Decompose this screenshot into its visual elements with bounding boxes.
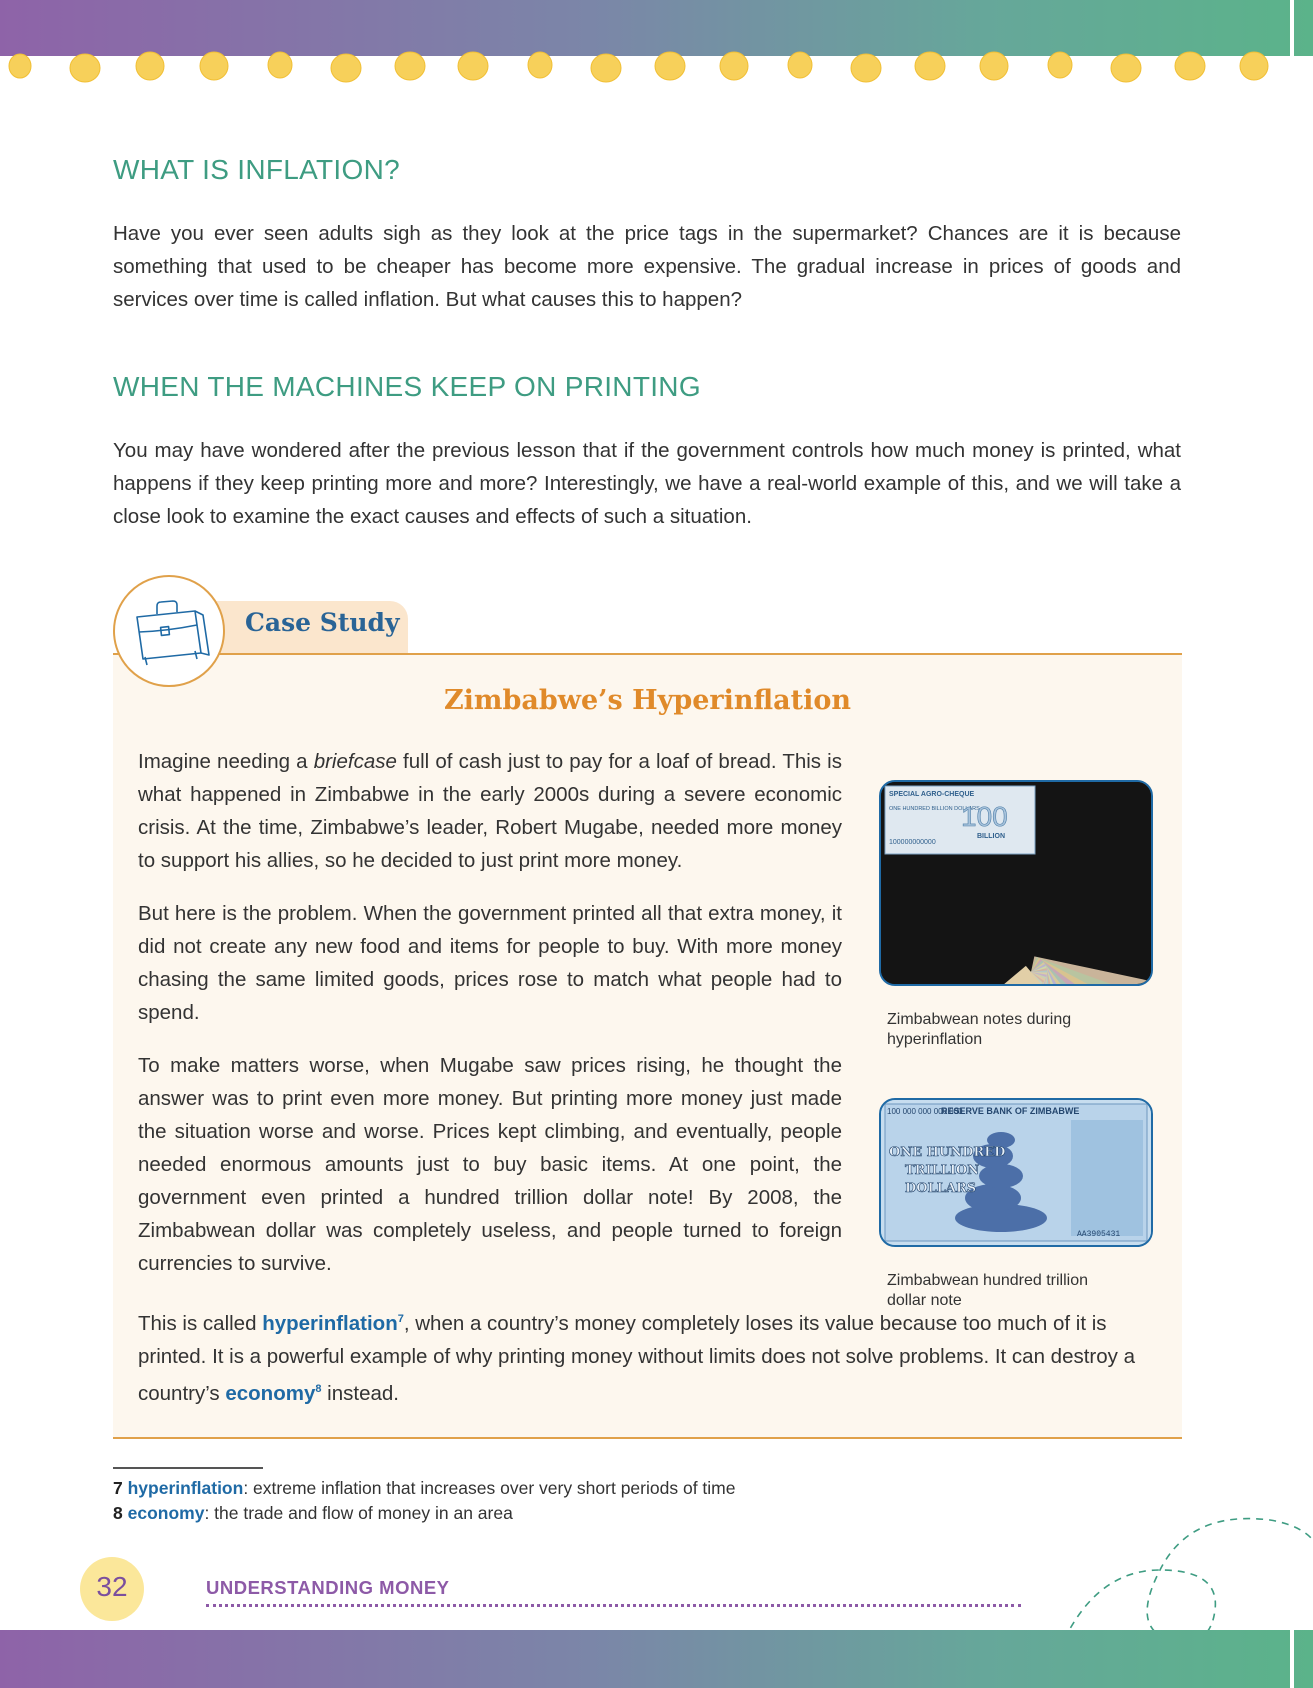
note2-digits-top: 100 000 000 000 000 bbox=[887, 1107, 963, 1116]
footnote-8-text: : the trade and flow of money in an area bbox=[204, 1503, 513, 1523]
note2-amount-line3: DOLLARS bbox=[905, 1181, 977, 1196]
footnote-8-number: 8 bbox=[113, 1503, 123, 1523]
note-denom-text: 100 bbox=[961, 801, 1008, 832]
footer-band bbox=[0, 1630, 1313, 1688]
term-hyperinflation-label: hyperinflation bbox=[262, 1311, 398, 1335]
case-study-box bbox=[113, 575, 1182, 1437]
notes-fan-image bbox=[881, 782, 1151, 984]
case-p4-text-b: , when a country’s money completely loses its value because too much of it is printed. It is a powerful example of why printing money without limits does not solve problems. It can destroy a country’s bbox=[138, 1311, 1136, 1405]
term-economy[interactable] bbox=[225, 1382, 321, 1405]
note2-amount-line2: TRILLION bbox=[905, 1163, 980, 1178]
printing-paragraph: You may have wondered after the previous lesson that if the government controls how much money is printed, what happens if they keep printing more and more? Interestingly, we have a real-world example of this, and we will take a close look to examine the exact causes and effects of such a situation. bbox=[113, 439, 1181, 528]
footnote-7-term: hyperinflation bbox=[127, 1478, 244, 1498]
trillion-note-image bbox=[881, 1100, 1151, 1245]
case-study-label: Case Study bbox=[245, 608, 400, 637]
note2-amount-line1: ONE HUNDRED bbox=[889, 1145, 1006, 1160]
case-study-title: Zimbabwe’s Hyperinflation bbox=[443, 685, 852, 716]
note-cheque-text: SPECIAL AGRO-CHEQUE bbox=[889, 791, 975, 798]
photo2-caption: Zimbabwean hundred trillion dollar note bbox=[887, 1272, 1088, 1309]
footer-stripe bbox=[1290, 1630, 1294, 1688]
footnote-ref-7: 7 bbox=[397, 1313, 404, 1325]
section-heading-printing: WHEN THE MACHINES KEEP ON PRINTING bbox=[113, 371, 701, 402]
footnote-7 bbox=[113, 1478, 735, 1499]
footnote-7-text: : extreme inflation that increases over very short periods of time bbox=[243, 1478, 736, 1498]
case-paragraph-2: But here is the problem. When the government printed all that extra money, it did not create any new food and items for people to buy. With more money chasing the same limited goods, prices rose to match what people had to spend. bbox=[138, 902, 842, 1024]
briefcase-icon bbox=[115, 577, 223, 685]
inflation-paragraph: Have you ever seen adults sigh as they look at the price tags in the supermarket? Chances are it is because something that used to be cheaper has become more expensive. The gradual increase in prices of goods and services over time is called inflation. But what causes this to happen? bbox=[113, 222, 1181, 311]
case-p1-emphasis: briefcase bbox=[313, 750, 397, 773]
zimbabwe-notes-photo bbox=[879, 780, 1153, 986]
case-study-badge bbox=[113, 575, 225, 687]
term-economy-label: economy bbox=[225, 1381, 316, 1405]
trillion-note-photo bbox=[879, 1098, 1153, 1247]
footer-book-title: UNDERSTANDING MONEY bbox=[206, 1577, 450, 1598]
note-number-text: 100000000000 bbox=[889, 839, 936, 846]
case-paragraph-3: To make matters worse, when Mugabe saw prices rising, he thought the answer was to print even more money. But printing more money just made the situation worse and worse. Prices kept climbing, and eventually, people needed enormous amounts just to buy basic items. At one point, the government even printed a hundred trillion dollar note! By 2008, the Zimbabwean dollar was completely useless, and people turned to foreign currencies to survive. bbox=[138, 1054, 842, 1275]
footnote-rule bbox=[113, 1467, 263, 1469]
footnote-7-number: 7 bbox=[113, 1478, 123, 1498]
note2-serial: AA3905431 bbox=[1077, 1230, 1121, 1239]
section-heading-inflation: WHAT IS INFLATION? bbox=[113, 154, 400, 185]
footnote-8 bbox=[113, 1503, 513, 1524]
footnote-ref-8: 8 bbox=[315, 1382, 322, 1395]
note2-bank-text: RESERVE BANK OF ZIMBABWE bbox=[941, 1106, 1080, 1116]
term-hyperinflation[interactable] bbox=[262, 1312, 404, 1335]
case-paragraph-1 bbox=[138, 745, 842, 877]
case-p4-text-c: instead. bbox=[321, 1381, 399, 1405]
case-p1-text-a: Imagine needing a bbox=[138, 750, 314, 773]
note-line-text: ONE HUNDRED BILLION DOLLARS bbox=[889, 806, 980, 812]
case-p4-text-a: This is called bbox=[138, 1311, 263, 1335]
case-p1-text-b: full of cash just to pay for a loaf of bread. This is what happened in Zimbabwe in the early 2000s during a severe economic crisis. At the time, Zimbabwe’s leader, Robert Mugabe, needed more money to support his allies, so he decided to just print more money. bbox=[138, 750, 842, 872]
footer-dotted-rule bbox=[206, 1604, 1021, 1607]
coin-border bbox=[0, 48, 1313, 88]
note-unit-text: BILLION bbox=[977, 833, 1005, 840]
case-paragraph-4 bbox=[138, 1303, 1158, 1410]
footnote-8-term: economy bbox=[127, 1503, 205, 1523]
page-number: 32 bbox=[96, 1571, 128, 1602]
photo1-caption: Zimbabwean notes during hyperinflation bbox=[887, 1011, 1072, 1048]
